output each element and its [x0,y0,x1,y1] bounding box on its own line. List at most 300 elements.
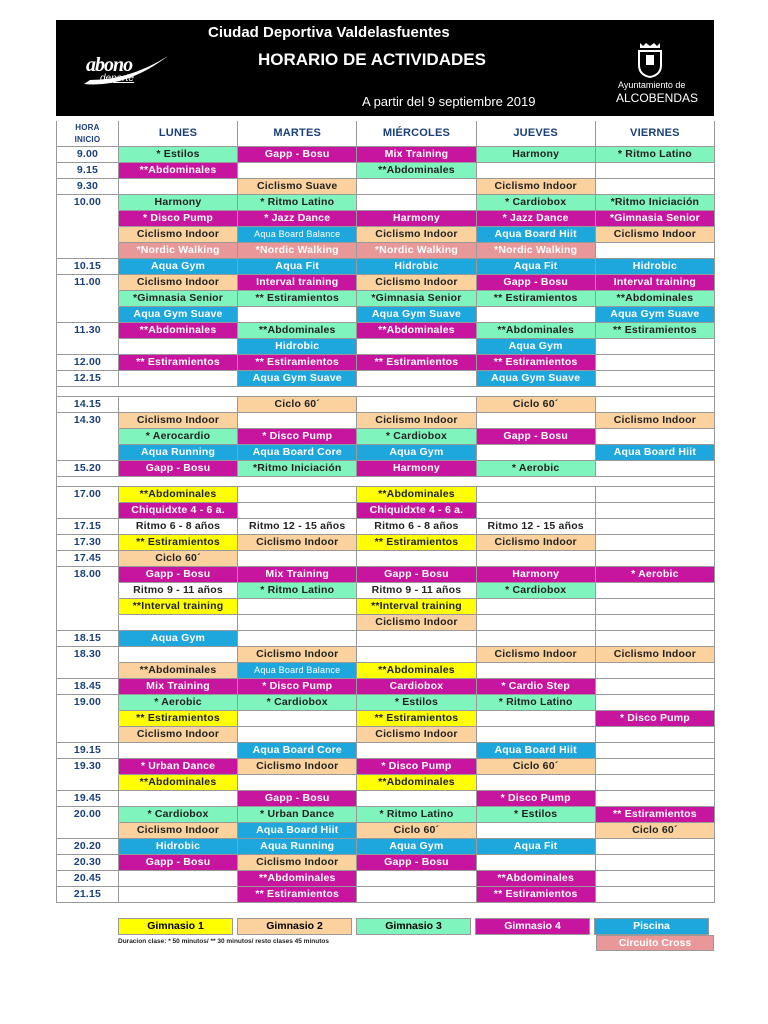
table-row [56,355,715,371]
hora-label: HORA [75,123,100,132]
time-cell: 14.15 [57,397,119,413]
table-row [56,323,715,339]
activity-cell: Aqua Gym [119,259,238,275]
empty-cell [357,397,476,413]
empty-cell [596,163,715,179]
time-cell-continued [57,615,119,631]
table-row [56,503,715,519]
empty-cell [357,887,476,903]
empty-cell [477,855,596,871]
empty-cell [596,397,715,413]
table-row [56,695,715,711]
inicio-label: INICIO [74,135,101,144]
empty-cell [238,163,357,179]
activity-cell: Aqua Board Balance [238,663,357,679]
time-cell-continued [57,711,119,727]
time-cell: 10.00 [57,195,119,211]
empty-cell [119,743,238,759]
empty-cell [357,647,476,663]
activity-cell: Mix Training [357,147,476,163]
activity-cell: *Ritmo Iniciación [596,195,715,211]
activity-cell: Ritmo 6 - 8 años [119,519,238,535]
activity-cell: * Ritmo Latino [596,147,715,163]
activity-cell: ** Estiramientos [119,535,238,551]
empty-cell [596,519,715,535]
empty-cell [477,307,596,323]
activity-cell: **Abdominales [357,163,476,179]
city-name: ALCOBENDAS [616,91,699,105]
activity-cell: Ciclismo Indoor [357,227,476,243]
activity-cell: **Interval training [119,599,238,615]
activity-cell: Ciclismo Indoor [238,535,357,551]
legend-item: Gimnasio 1 [118,918,233,935]
table-row [56,631,715,647]
activity-cell: Ciclismo Suave [238,179,357,195]
empty-cell [238,307,357,323]
empty-cell [119,887,238,903]
empty-cell [357,871,476,887]
activity-cell: Ciclo 60´ [357,823,476,839]
activity-cell: Interval training [596,275,715,291]
empty-cell [596,759,715,775]
activity-cell: Ciclismo Indoor [596,647,715,663]
activity-cell: Chiquidxte 4 - 6 a. [119,503,238,519]
empty-cell [357,179,476,195]
activity-cell: *Nordic Walking [119,243,238,259]
empty-cell [596,551,715,567]
activity-cell: Ciclismo Indoor [238,759,357,775]
time-cell: 20.20 [57,839,119,855]
time-cell-continued [57,583,119,599]
page-subtitle: HORARIO DE ACTIVIDADES [258,50,486,69]
table-row [56,759,715,775]
activity-cell: * Estilos [357,695,476,711]
activity-cell: ** Estiramientos [238,291,357,307]
activity-cell: Aqua Gym Suave [119,307,238,323]
time-cell-continued [57,291,119,307]
page-header [56,20,714,116]
table-row [56,887,715,903]
time-cell-continued [57,339,119,355]
page-title: Ciudad Deportiva Valdelasfuentes [208,24,450,41]
activity-cell: **Abdominales [357,663,476,679]
legend-item: Piscina [594,918,709,935]
activity-cell: * Jazz Dance [238,211,357,227]
activity-cell: * Aerobic [596,567,715,583]
empty-cell [596,583,715,599]
empty-cell [119,791,238,807]
activity-cell: Aqua Running [238,839,357,855]
time-cell: 20.45 [57,871,119,887]
activity-cell: Hidrobic [357,259,476,275]
activity-cell: Aqua Fit [477,839,596,855]
empty-cell [238,413,357,429]
empty-cell [596,355,715,371]
activity-cell: **Abdominales [119,487,238,503]
empty-cell [596,855,715,871]
activity-cell: ** Estiramientos [596,323,715,339]
empty-cell [596,887,715,903]
legend-circuito-cross: Circuito Cross [596,935,714,951]
time-cell: 15.20 [57,461,119,477]
activity-cell: Aqua Gym Suave [477,371,596,387]
activity-cell: * Cardiobox [119,807,238,823]
table-row [56,791,715,807]
empty-cell [596,243,715,259]
activity-cell: Aqua Gym [477,339,596,355]
logo-sub-text: deporte [100,73,134,84]
activity-cell: **Abdominales [477,871,596,887]
time-cell: 17.30 [57,535,119,551]
activity-cell: *Nordic Walking [357,243,476,259]
activity-cell: **Abdominales [119,163,238,179]
activity-cell: * Disco Pump [477,791,596,807]
activity-cell: Gapp - Bosu [477,429,596,445]
activity-cell: *Nordic Walking [477,243,596,259]
footnote: Duracion clase: * 50 minutos/ ** 30 minutos/ resto clases 45 minutos [118,938,329,945]
activity-cell: * Aerocardio [119,429,238,445]
time-cell-continued [57,503,119,519]
activity-cell: Ciclismo Indoor [119,413,238,429]
activity-cell: Harmony [477,147,596,163]
table-row [56,179,715,195]
table-row [56,163,715,179]
section-separator [56,387,715,397]
activity-cell: Ciclo 60´ [596,823,715,839]
activity-cell: ** Estiramientos [477,355,596,371]
activity-cell: * Ritmo Latino [238,583,357,599]
empty-cell [477,551,596,567]
time-cell-continued [57,307,119,323]
table-row [56,227,715,243]
day-header: VIERNES [596,121,715,147]
abono-deporte-logo [80,50,174,95]
time-cell: 12.00 [57,355,119,371]
empty-cell [357,339,476,355]
activity-cell: Ciclo 60´ [119,551,238,567]
empty-cell [238,727,357,743]
empty-cell [477,711,596,727]
activity-cell: ** Estiramientos [238,355,357,371]
day-header: JUEVES [477,121,596,147]
activity-cell: **Abdominales [357,487,476,503]
time-cell: 18.15 [57,631,119,647]
activity-cell: * Estilos [119,147,238,163]
activity-cell: Gapp - Bosu [238,147,357,163]
table-row [56,551,715,567]
activity-cell: *Nordic Walking [238,243,357,259]
activity-cell: ** Estiramientos [477,887,596,903]
activity-cell: **Abdominales [119,323,238,339]
empty-cell [238,711,357,727]
empty-cell [477,487,596,503]
empty-cell [596,631,715,647]
empty-cell [477,599,596,615]
activity-cell: ** Estiramientos [119,355,238,371]
activity-cell: Aqua Gym Suave [357,307,476,323]
empty-cell [596,775,715,791]
time-cell-continued [57,823,119,839]
activity-cell: * Urban Dance [119,759,238,775]
activity-cell: Ciclismo Indoor [357,615,476,631]
city-label: Ayuntamiento de [618,80,686,90]
activity-cell: Ciclismo Indoor [119,275,238,291]
activity-cell: * Disco Pump [357,759,476,775]
time-cell-continued [57,775,119,791]
activity-cell: Interval training [238,275,357,291]
empty-cell [357,195,476,211]
empty-cell [477,413,596,429]
activity-cell: *Gimnasia Senior [357,291,476,307]
activity-cell: * Disco Pump [238,679,357,695]
activity-cell: * Disco Pump [119,211,238,227]
empty-cell [477,663,596,679]
empty-cell [119,871,238,887]
table-row [56,397,715,413]
activity-cell: **Abdominales [596,291,715,307]
activity-cell: Gapp - Bosu [119,855,238,871]
empty-cell [119,397,238,413]
activity-cell: Aqua Gym [357,445,476,461]
activity-cell: * Ritmo Latino [357,807,476,823]
table-row [56,413,715,429]
empty-cell [596,839,715,855]
activity-cell: Ciclismo Indoor [238,855,357,871]
activity-cell: **Abdominales [238,871,357,887]
table-row [56,243,715,259]
table-row [56,839,715,855]
activity-cell: Gapp - Bosu [238,791,357,807]
empty-cell [238,615,357,631]
time-cell: 20.00 [57,807,119,823]
table-row [56,211,715,227]
section-separator [56,477,715,487]
time-cell: 17.00 [57,487,119,503]
activity-cell: Aqua Board Hiit [477,227,596,243]
activity-cell: Aqua Board Hiit [596,445,715,461]
activity-cell: * Jazz Dance [477,211,596,227]
activity-cell: Cardiobox [357,679,476,695]
activity-cell: Ritmo 9 - 11 años [357,583,476,599]
activity-cell: * Cardiobox [477,195,596,211]
activity-cell: Harmony [357,461,476,477]
activity-cell: Harmony [357,211,476,227]
activity-cell: * Estilos [477,807,596,823]
empty-cell [596,179,715,195]
empty-cell [596,727,715,743]
table-row [56,461,715,477]
activity-cell: **Abdominales [238,323,357,339]
empty-cell [596,615,715,631]
activity-cell: Aqua Board Balance [238,227,357,243]
activity-cell: **Abdominales [119,775,238,791]
day-header: LUNES [119,121,238,147]
activity-cell: Ciclismo Indoor [119,727,238,743]
time-cell: 20.30 [57,855,119,871]
activity-cell: ** Estiramientos [119,711,238,727]
table-row [56,195,715,211]
day-header: MIÉRCOLES [357,121,476,147]
empty-cell [119,179,238,195]
activity-cell: Gapp - Bosu [357,855,476,871]
time-cell: 18.45 [57,679,119,695]
empty-cell [238,551,357,567]
activity-cell: Gapp - Bosu [357,567,476,583]
time-cell-continued [57,727,119,743]
activity-cell: **Abdominales [357,775,476,791]
activity-cell: Hidrobic [596,259,715,275]
table-row [56,615,715,631]
empty-cell [596,791,715,807]
time-cell: 19.45 [57,791,119,807]
activity-cell: Ciclismo Indoor [119,823,238,839]
table-row [56,855,715,871]
activity-cell: * Disco Pump [596,711,715,727]
empty-cell [596,871,715,887]
activity-cell: Ciclismo Indoor [477,647,596,663]
empty-cell [596,663,715,679]
empty-cell [357,791,476,807]
table-row [56,567,715,583]
hora-header [57,121,119,147]
empty-cell [596,695,715,711]
legend-item: Gimnasio 3 [356,918,471,935]
time-cell: 14.30 [57,413,119,429]
activity-cell: Aqua Board Core [238,445,357,461]
table-row [56,371,715,387]
activity-cell: **Abdominales [357,323,476,339]
activity-cell: Aqua Board Hiit [477,743,596,759]
activity-cell: ** Estiramientos [477,291,596,307]
activity-cell: Ritmo 9 - 11 años [119,583,238,599]
activity-cell: Hidrobic [119,839,238,855]
table-row [56,711,715,727]
activity-cell: Aqua Board Core [238,743,357,759]
activity-cell: Ciclo 60´ [477,759,596,775]
time-cell: 21.15 [57,887,119,903]
empty-cell [238,599,357,615]
table-row [56,519,715,535]
alcobendas-crest-icon [636,42,664,78]
table-row [56,487,715,503]
table-row [56,871,715,887]
empty-cell [357,371,476,387]
empty-cell [596,339,715,355]
activity-cell: Aqua Gym [119,631,238,647]
activity-cell: *Ritmo Iniciación [238,461,357,477]
table-row [56,679,715,695]
table-row [56,823,715,839]
table-row [56,147,715,163]
activity-cell: Ciclismo Indoor [596,227,715,243]
activity-cell: Aqua Fit [238,259,357,275]
empty-cell [596,371,715,387]
activity-cell: ** Estiramientos [357,355,476,371]
activity-cell: Aqua Fit [477,259,596,275]
empty-cell [596,503,715,519]
activity-cell: Gapp - Bosu [477,275,596,291]
activity-cell: * Ritmo Latino [238,195,357,211]
activity-cell: Ciclismo Indoor [477,535,596,551]
time-cell: 19.30 [57,759,119,775]
table-row [56,535,715,551]
activity-cell: * Ritmo Latino [477,695,596,711]
activity-cell: *Gimnasia Senior [119,291,238,307]
table-row [56,307,715,323]
activity-cell: Gapp - Bosu [119,567,238,583]
time-cell: 18.00 [57,567,119,583]
activity-cell: Aqua Board Hiit [238,823,357,839]
activity-cell: Aqua Gym Suave [596,307,715,323]
activity-cell: * Cardiobox [357,429,476,445]
time-cell: 10.15 [57,259,119,275]
activity-cell: Mix Training [119,679,238,695]
activity-cell: Ritmo 12 - 15 años [477,519,596,535]
time-cell: 19.00 [57,695,119,711]
time-cell: 19.15 [57,743,119,759]
legend [118,918,709,935]
activity-cell: **Interval training [357,599,476,615]
empty-cell [477,615,596,631]
activity-cell: Ciclo 60´ [238,397,357,413]
activity-cell: Aqua Gym Suave [238,371,357,387]
time-cell: 11.30 [57,323,119,339]
empty-cell [119,371,238,387]
time-cell: 12.15 [57,371,119,387]
activity-cell: Ciclismo Indoor [119,227,238,243]
time-cell-continued [57,243,119,259]
activity-cell: * Cardiobox [238,695,357,711]
empty-cell [477,727,596,743]
time-cell-continued [57,227,119,243]
time-cell: 17.45 [57,551,119,567]
activity-cell: * Aerobic [119,695,238,711]
logo-main-text: abono [86,54,133,76]
time-cell: 18.30 [57,647,119,663]
activity-cell: ** Estiramientos [596,807,715,823]
activity-cell: Aqua Gym [357,839,476,855]
empty-cell [238,503,357,519]
empty-cell [596,599,715,615]
empty-cell [238,631,357,647]
start-date: A partir del 9 septiembre 2019 [362,94,536,109]
legend-item: Gimnasio 2 [237,918,352,935]
empty-cell [477,631,596,647]
empty-cell [596,429,715,445]
time-cell: 11.00 [57,275,119,291]
activity-cell: *Gimnasia Senior [596,211,715,227]
table-header-row [56,121,715,147]
table-row [56,259,715,275]
table-row [56,339,715,355]
table-row [56,775,715,791]
time-cell: 9.00 [57,147,119,163]
activity-cell: ** Estiramientos [357,711,476,727]
empty-cell [477,823,596,839]
activity-cell: Mix Training [238,567,357,583]
activity-cell: * Cardio Step [477,679,596,695]
activity-cell: * Aerobic [477,461,596,477]
table-row [56,429,715,445]
legend-item: Gimnasio 4 [475,918,590,935]
empty-cell [596,535,715,551]
activity-cell: Harmony [119,195,238,211]
table-row [56,599,715,615]
table-row [56,291,715,307]
empty-cell [357,743,476,759]
empty-cell [477,445,596,461]
time-cell-continued [57,429,119,445]
